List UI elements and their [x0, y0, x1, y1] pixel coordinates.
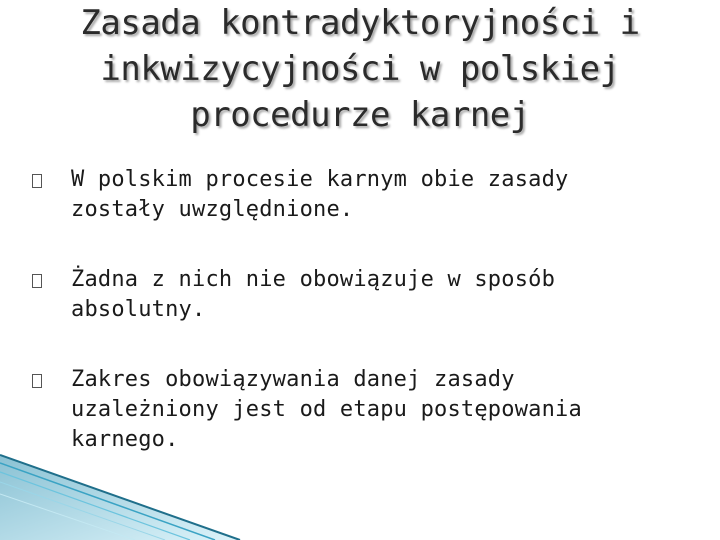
bullet-text-line: karnego. [71, 427, 179, 452]
title-line: Zasada kontradyktoryjności i [80, 3, 640, 43]
box-bullet-icon [32, 374, 42, 388]
bullet-item [30, 365, 690, 455]
bullet-text-line: uzależniony jest od etapu postępowania [71, 397, 582, 422]
bullet-text-line: W polskim procesie karnym obie zasady [71, 167, 569, 192]
box-bullet-icon [32, 174, 42, 188]
bullet-item [30, 265, 690, 325]
title-line: inkwizycyjności w polskiej [100, 49, 620, 89]
bullet-text-line: zostały uwzględnione. [71, 197, 354, 222]
bullet-text-line: Żadna z nich nie obowiązuje w sposób [71, 267, 556, 292]
title-line: procedurze karnej [190, 95, 530, 135]
slide-title [60, 0, 660, 138]
bullet-text-line: Zakres obowiązywania danej zasady [71, 367, 515, 392]
bullet-item [30, 165, 690, 225]
box-bullet-icon [32, 274, 42, 288]
bullet-text-line: absolutny. [71, 297, 206, 322]
bullet-list [30, 165, 690, 455]
